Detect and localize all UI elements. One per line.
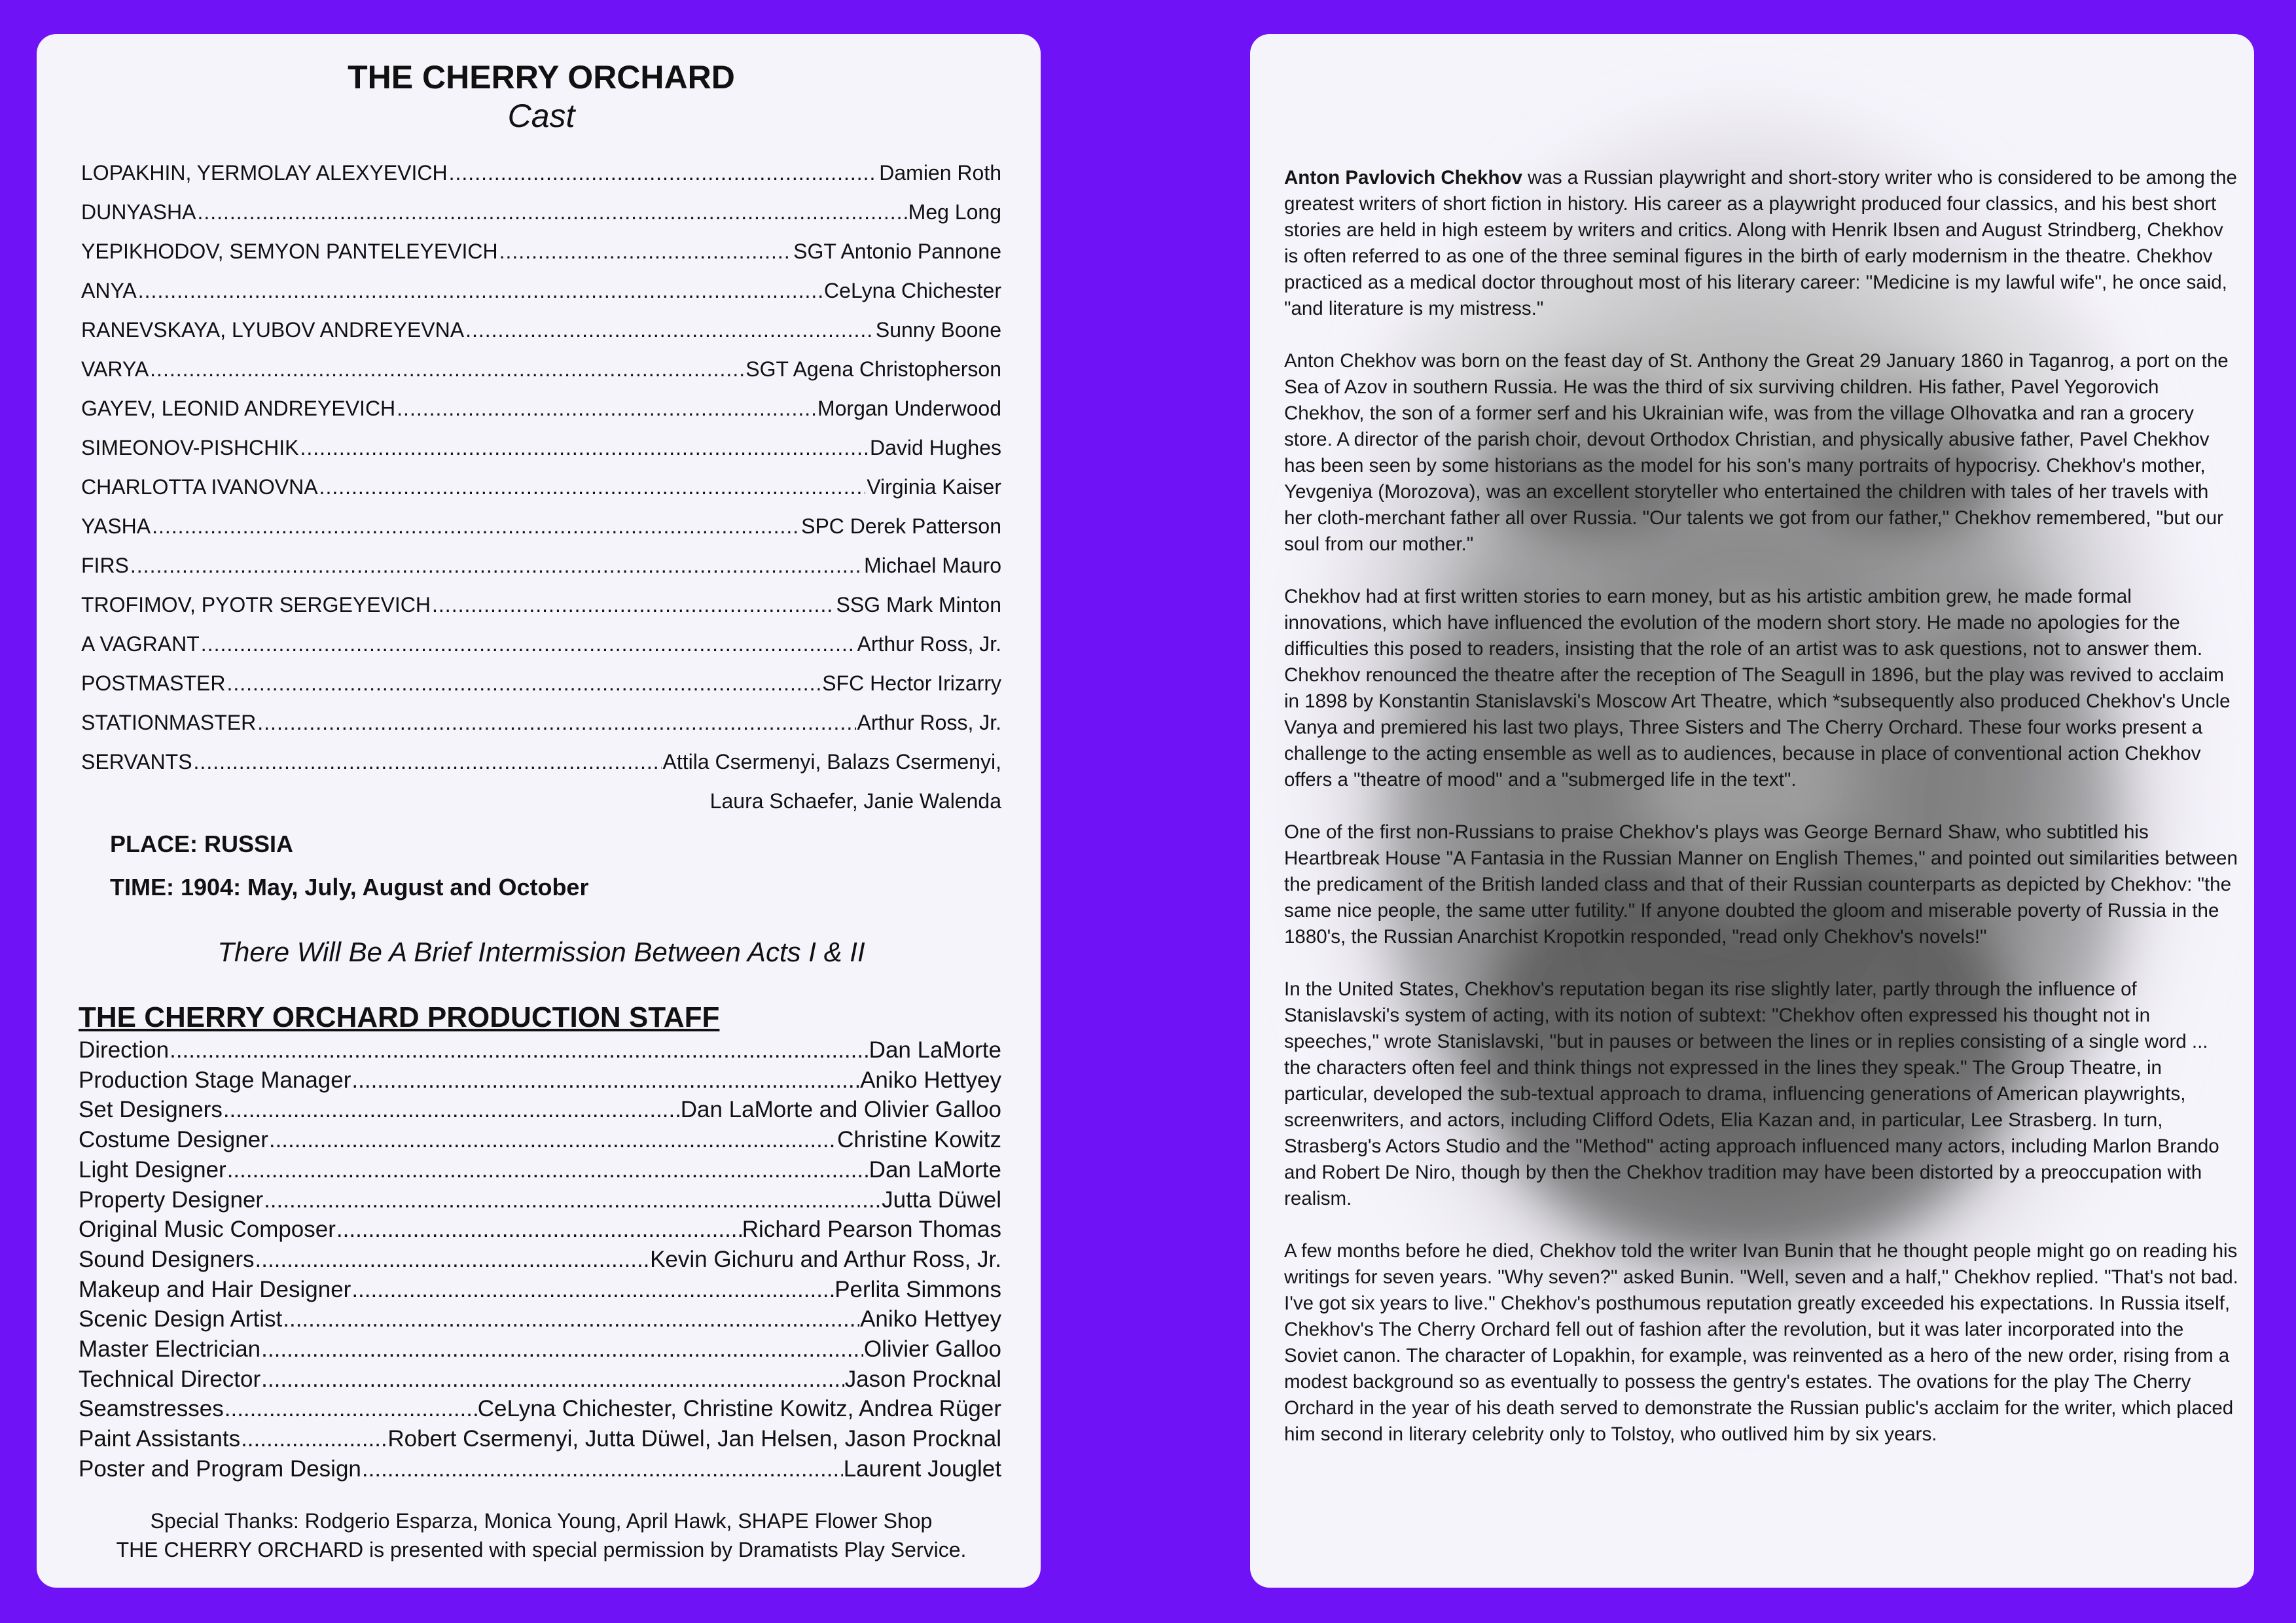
dot-leader [130,546,863,585]
staff-row [79,1275,1001,1305]
cast-role: A VAGRANT [81,632,200,656]
bio-paragraph-1 [1284,165,2240,322]
cast-row [81,585,1001,624]
cast-row [81,153,1001,192]
dot-leader [226,664,821,703]
staff-row [79,1245,1001,1275]
dot-leader [224,1394,477,1424]
staff-role: Master Electrician [79,1336,261,1363]
staff-role: Seamstresses [79,1396,224,1422]
time-line: TIME: 1904: May, July, August and October [110,874,589,901]
staff-row [79,1125,1001,1155]
dot-leader [257,703,855,742]
cast-row [81,310,1001,349]
staff-role: Light Designer [79,1156,226,1183]
cast-actor: Morgan Underwood [817,397,1001,420]
staff-row [79,1065,1001,1096]
staff-name: Kevin Gichuru and Arthur Ross, Jr. [650,1246,1001,1272]
staff-role: Paint Assistants [79,1426,241,1452]
dot-leader [449,153,878,192]
dot-leader [362,1454,843,1484]
cast-role: LOPAKHIN, YERMOLAY ALEXYEVICH [81,161,448,185]
staff-row [79,1035,1001,1065]
cast-actor: Sunny Boone [875,318,1001,342]
bio-paragraph-3: Chekhov had at first written stories to earn money, but as his artistic ambition grew, he made formal innovations, which have influenced the evolution of the modern short story. He made no apologies for the difficulties this posed to readers, insisting that the role of an artist was to ask questions, not to answer them. Chekhov renounced the theatre after the reception of The Seagull in 1896, but the play was revived to acclaim in 1898 by Konstantin Stanislavski's Moscow Art Theatre, which *subsequently also produced Chekhov's Uncle Vanya and premiered his last two plays, Three Sisters and The Cherry Orchard. These four works present a challenge to the acting ensemble as well as to audiences, because in place of conventional action Chekhov offers a "theatre of mood" and a "submerged life in the text". [1284,586,2231,791]
intermission-note: There Will Be A Brief Intermission Between Acts I & II [217,936,865,967]
staff-row [79,1334,1001,1364]
play-title: THE CHERRY ORCHARD [348,59,735,96]
cast-role: TROFIMOV, PYOTR SERGEYEVICH [81,593,431,616]
cast-actor: Attila Csermenyi, Balazs Csermenyi, [662,750,1001,774]
staff-name: Jutta Düwel [882,1186,1001,1213]
cast-actor: SGT Agena Christopherson [745,357,1001,381]
dot-leader [351,1275,834,1305]
dot-leader [227,1155,869,1185]
staff-name: Perlita Simmons [834,1276,1001,1302]
dot-leader [197,192,906,232]
cast-row [81,664,1001,703]
staff-name: Dan LaMorte [869,1156,1001,1183]
bio-paragraph-2: Anton Chekhov was born on the feast day of St. Anthony the Great 29 January 1860 in Taganrog, a port on the Sea of Azov in southern Russia. He was the third of six surviving children. His father, Pavel Yegorovich Chekhov, the son of a former serf and his Ukrainian wife, was from the village Olhovatka and ran a grocery store. A director of the parish choir, devout Orthodox Christian, and physically abusive father, Pavel Chekhov has been seen by some historians as the model for his son's many portraits of hypocrisy. Chekhov's mother, Yevgeniya (Morozova), was an excellent storyteller who entertained the children with tales of her travels with her cloth-merchant father all over Russia. "Our talents we got from our father," Chekhov remembered, "but our soul from our mother." [1284,350,2229,555]
dot-leader [170,1035,869,1065]
staff-row [79,1185,1001,1215]
staff-row [79,1394,1001,1424]
staff-name: Dan LaMorte and Olivier Galloo [680,1097,1001,1123]
staff-heading: THE CHERRY ORCHARD PRODUCTION STAFF [79,1001,720,1033]
dot-leader [255,1245,650,1275]
cast-actor: SGT Antonio Pannone [793,240,1001,263]
cast-role: DUNYASHA [81,200,196,224]
dot-leader [283,1304,859,1334]
dot-leader [223,1095,680,1125]
dot-leader [319,467,866,507]
dot-leader [150,349,744,389]
cast-actor: SSG Mark Minton [836,593,1001,616]
cast-role: SIMEONOV-PISHCHIK [81,436,299,459]
staff-name: CeLyna Chichester, Christine Kowitz, Andrea Rüger [477,1396,1001,1422]
cast-actor: Virginia Kaiser [867,475,1001,499]
staff-name: Aniko Hettyey [860,1306,1001,1332]
staff-name: Jason Procknal [844,1366,1001,1392]
staff-name: Dan LaMorte [869,1037,1001,1063]
cast-row [81,232,1001,271]
staff-role: Direction [79,1037,170,1063]
dot-leader [336,1215,742,1245]
cast-row [81,349,1001,389]
dot-leader [261,1364,844,1395]
cast-panel [37,34,1041,1588]
bio-paragraph-1-text: was a Russian playwright and short-story writer who is considered to be among the greatest writers of short fiction in history. His career as a playwright produced four classics, and his best short stories are held in high esteem by writers and critics. Along with Henrik Ibsen and August Strindberg, Chekhov is often referred to as one of the three seminal figures in the birth of early modernism in the theatre. Chekhov practiced as a medical doctor throughout most of his literary career: "Medicine is my lawful wife", he once said, "and literature is my mistress." [1284,167,2237,319]
cast-actor: Arthur Ross, Jr. [857,711,1001,734]
permission-note: THE CHERRY ORCHARD is presented with special permission by Dramatists Play Service. [116,1537,967,1561]
dot-leader [241,1424,387,1454]
staff-role: Makeup and Hair Designer [79,1276,351,1302]
cast-subtitle: Cast [507,98,575,134]
staff-role: Scenic Design Artist [79,1306,283,1332]
dot-leader [194,742,662,781]
cast-row [81,624,1001,664]
staff-name: Robert Csermenyi, Jutta Düwel, Jan Helsen, Jason Procknal [387,1426,1001,1452]
staff-row [79,1095,1001,1125]
cast-row [81,742,1001,781]
dot-leader [138,271,823,310]
staff-row [79,1304,1001,1334]
cast-actor: Meg Long [908,200,1001,224]
cast-row [81,546,1001,585]
dot-leader [432,585,834,624]
cast-role: CHARLOTTA IVANOVNA [81,475,318,499]
staff-row [79,1364,1001,1395]
special-thanks: Special Thanks: Rodgerio Esparza, Monica Young, April Hawk, SHAPE Flower Shop [150,1508,933,1533]
staff-role: Property Designer [79,1186,264,1213]
cast-row [81,271,1001,310]
bio-paragraph-6: A few months before he died, Chekhov told the writer Ivan Bunin that he thought people might go on reading his writings for seven years. "Why seven?" asked Bunin. "Well, seven and a half," Chekhov replied. "That's not bad. I've got six years to live." Chekhov's posthumous reputation greatly exceeded his expectations. In Russia itself, Chekhov's The Cherry Orchard fell out of fashion after the revolution, but it was later incorporated into the Soviet canon. The character of Lopakhin, for example, was reinvented as a hero of the new order, rising from a modest background so as eventually to possess the gentry's estates. The ovations for the play The Cherry Orchard in the year of his death served to demonstrate the Russian public's acclaim for the writer, which placed him second in literary celebrity only to Tolstoy, who outlived him by six years. [1284,1240,2238,1445]
dot-leader [300,428,869,467]
biography-panel [1250,34,2254,1588]
cast-role: RANEVSKAYA, LYUBOV ANDREYEVNA [81,318,465,342]
cast-role: VARYA [81,357,149,381]
cast-actor: Damien Roth [879,161,1001,185]
biography-text [1284,165,2240,1474]
cast-role: POSTMASTER [81,671,226,695]
bio-paragraph-4: One of the first non-Russians to praise Chekhov's plays was George Bernard Shaw, who subtitled his Heartbreak House "A Fantasia in the Russian Manner on English Themes," and pointed out similarities between the predicament of the British landed class and that of their Russian counterparts as depicted by Chekhov: "the same nice people, the same utter futility." If anyone doubted the gloom and miserable poverty of Russia in the 1880's, the Russian Anarchist Kropotkin responded, "read only Chekhov's novels!" [1284,821,2238,948]
cast-role: ANYA [81,279,137,302]
cast-row [81,389,1001,428]
dot-leader [397,389,816,428]
dot-leader [465,310,874,349]
cast-role: SERVANTS [81,750,192,774]
staff-role: Set Designers [79,1097,223,1123]
staff-list [81,1035,1001,1484]
cast-row [81,428,1001,467]
place-line: PLACE: RUSSIA [110,830,294,857]
staff-role: Sound Designers [79,1246,255,1272]
staff-role: Costume Designer [79,1127,268,1153]
dot-leader [264,1185,881,1215]
staff-role: Technical Director [79,1366,261,1392]
staff-role: Original Music Composer [79,1217,336,1243]
servants-continued: Laura Schaefer, Janie Walenda [709,789,1001,813]
staff-row [79,1215,1001,1245]
cast-list [81,153,1001,781]
staff-name: Aniko Hettyey [860,1067,1001,1093]
cast-actor: SPC Derek Patterson [801,514,1001,538]
cast-role: STATIONMASTER [81,711,257,734]
cast-role: YEPIKHODOV, SEMYON PANTELEYEVICH [81,240,498,263]
staff-row [79,1424,1001,1454]
staff-name: Richard Pearson Thomas [742,1217,1001,1243]
bio-lead-name: Anton Pavlovich Chekhov [1284,167,1522,188]
staff-row [79,1454,1001,1484]
cast-row [81,703,1001,742]
staff-name: Olivier Galloo [863,1336,1001,1363]
staff-role: Production Stage Manager [79,1067,351,1093]
cast-role: FIRS [81,554,129,577]
cast-row [81,192,1001,232]
credits-footer [81,1507,1001,1564]
dot-leader [152,507,800,546]
cast-row [81,507,1001,546]
staff-name: Laurent Jouglet [843,1455,1001,1482]
cast-actor: Arthur Ross, Jr. [857,632,1001,656]
cast-actor: David Hughes [870,436,1001,459]
dot-leader [269,1125,836,1155]
staff-role: Poster and Program Design [79,1455,361,1482]
cast-role: GAYEV, LEONID ANDREYEVICH [81,397,396,420]
cast-row [81,467,1001,507]
dot-leader [351,1065,859,1096]
staff-name: Christine Kowitz [837,1127,1001,1153]
cast-actor: CeLyna Chichester [824,279,1001,302]
dot-leader [261,1334,863,1364]
staff-row [79,1155,1001,1185]
bio-paragraph-5: In the United States, Chekhov's reputation began its rise slightly later, partly through the influence of Stanislavski's system of acting, with its notion of subtext: "Chekhov often expressed his thought not in speeches," wrote Stanislavski, "but in pauses or between the lines or in replies consisting of a single word ... the characters often feel and think things not expressed in the lines they speak." The Group Theatre, in particular, developed the sub-textual approach to drama, influencing generations of American playwrights, screenwriters, and actors, including Clifford Odets, Elia Kazan and, in particular, Lee Strasberg. In turn, Strasberg's Actors Studio and the "Method" acting approach influenced many actors, including Marlon Brando and Robert De Niro, though by then the Chekhov tradition may have been distorted by a preoccupation with realism. [1284,978,2219,1209]
dot-leader [201,624,856,664]
dot-leader [499,232,793,271]
cast-role: YASHA [81,514,151,538]
cast-actor: SFC Hector Irizarry [822,671,1001,695]
cast-actor: Michael Mauro [864,554,1001,577]
